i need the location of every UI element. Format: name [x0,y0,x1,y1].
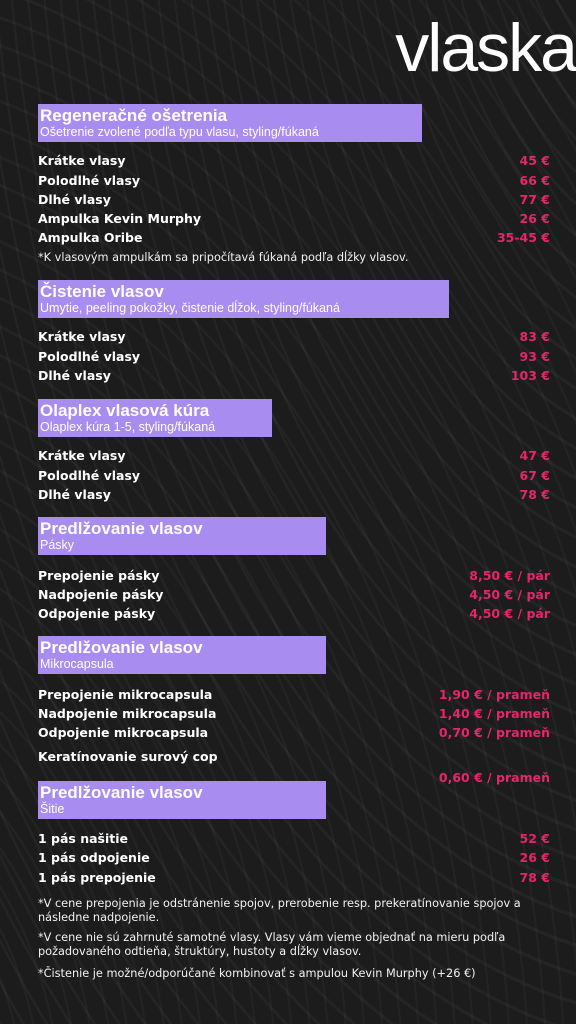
service-price: 93 € [519,349,550,364]
price-row [38,151,550,170]
price-row [38,366,550,385]
section-subtitle: Pásky [40,538,75,552]
section-note: *K vlasovým ampulkám sa pripočítavá fúkaná podľa dĺžky vlasov. [38,251,409,264]
price-row [38,347,550,366]
section-subtitle: Mikrocapsula [40,657,114,671]
price-row [38,485,550,504]
section-title: Predlžovanie vlasov [40,638,203,657]
section-subtitle: Olaplex kúra 1-5, styling/fúkaná [40,420,216,434]
price-row [38,585,550,604]
service-price: 1,90 € / prameň [438,687,550,702]
service-name: 1 pás našitie [38,831,129,846]
price-row-extra [38,749,550,785]
footnote: *Čistenie je možné/odporúčané kombinovať s ampulou Kevin Murphy (+26 €) [38,967,476,980]
price-row [38,171,550,190]
service-name: Prepojenie mikrocapsula [38,687,213,702]
price-row [38,723,550,742]
service-name: Ampulka Kevin Murphy [38,211,202,226]
service-price: 67 € [519,468,550,483]
section-header-cistenie [38,280,449,318]
service-name: Nadpojenie mikrocapsula [38,706,217,721]
service-name: Odpojenie pásky [38,606,156,621]
service-price: 77 € [519,192,550,207]
service-name: Krátke vlasy [38,448,126,463]
service-price: 4,50 € / pár [469,587,550,602]
brand-logo: vlaska [395,10,576,86]
footnote: *V cene nie sú zahrnuté samotné vlasy. Vlasy vám vieme objednať na mieru podľa požadovaného odtieňa, štruktúry, hustoty a dĺžky vlasov. [38,931,506,958]
service-name: Krátke vlasy [38,329,126,344]
service-name: Krátke vlasy [38,153,126,168]
price-row [38,685,550,704]
service-price: 45 € [519,153,550,168]
service-price: 103 € [510,368,550,383]
service-name: Prepojenie pásky [38,568,160,583]
section-title: Regeneračné ošetrenia [40,106,228,125]
service-name: 1 pás prepojenie [38,870,156,885]
footnote: *V cene prepojenia je odstránenie spojov, prerobenie resp. prekeratínovanie spojov a následne nadpojenie. [38,897,521,924]
service-price: 0,70 € / prameň [438,725,550,740]
section-subtitle: Šitie [40,802,65,816]
service-price: 8,50 € / pár [469,568,550,583]
service-name: 1 pás odpojenie [38,850,150,865]
price-row [38,829,550,848]
service-name: Polodlhé vlasy [38,173,141,188]
price-row [38,604,550,623]
service-name: Dlhé vlasy [38,487,111,502]
section-header-predlzovanie-sitie [38,781,326,819]
section-title: Predlžovanie vlasov [40,519,203,538]
service-name: Dlhé vlasy [38,368,111,383]
section-subtitle: Ošetrenie zvolené podľa typu vlasu, styling/fúkaná [40,125,319,139]
service-price: 78 € [519,487,550,502]
service-name: Keratínovanie surový cop [38,749,218,764]
service-name: Ampulka Oribe [38,230,143,245]
section-title: Čistenie vlasov [40,282,164,301]
price-row [38,704,550,723]
service-price: 52 € [519,831,550,846]
section-header-olaplex [38,399,272,437]
section-header-regeneracne [38,104,422,142]
service-price: 78 € [519,870,550,885]
section-subtitle: Umytie, peeling pokožky, čistenie dĺžok, styling/fúkaná [40,301,340,315]
service-name: Odpojenie mikrocapsula [38,725,209,740]
price-row [38,566,550,585]
section-header-predlzovanie-pasky [38,517,326,555]
price-row [38,848,550,867]
service-price: 26 € [519,211,550,226]
service-name: Dlhé vlasy [38,192,111,207]
service-price: 83 € [519,329,550,344]
section-title: Olaplex vlasová kúra [40,401,210,420]
price-row [38,190,550,209]
service-name: Polodlhé vlasy [38,349,141,364]
price-row [38,466,550,485]
service-price: 0,60 € / prameň [438,770,550,785]
service-price: 47 € [519,448,550,463]
service-price: 1,40 € / prameň [438,706,550,721]
price-row [38,446,550,465]
section-header-predlzovanie-mikrocapsula [38,636,326,674]
service-price: 4,50 € / pár [469,606,550,621]
service-name: Polodlhé vlasy [38,468,141,483]
service-price: 66 € [519,173,550,188]
section-title: Predlžovanie vlasov [40,783,203,802]
price-row [38,209,550,228]
price-row [38,228,550,247]
service-name: Nadpojenie pásky [38,587,164,602]
price-row [38,327,550,346]
price-row [38,868,550,887]
service-price: 26 € [519,850,550,865]
service-price: 35-45 € [496,230,550,245]
